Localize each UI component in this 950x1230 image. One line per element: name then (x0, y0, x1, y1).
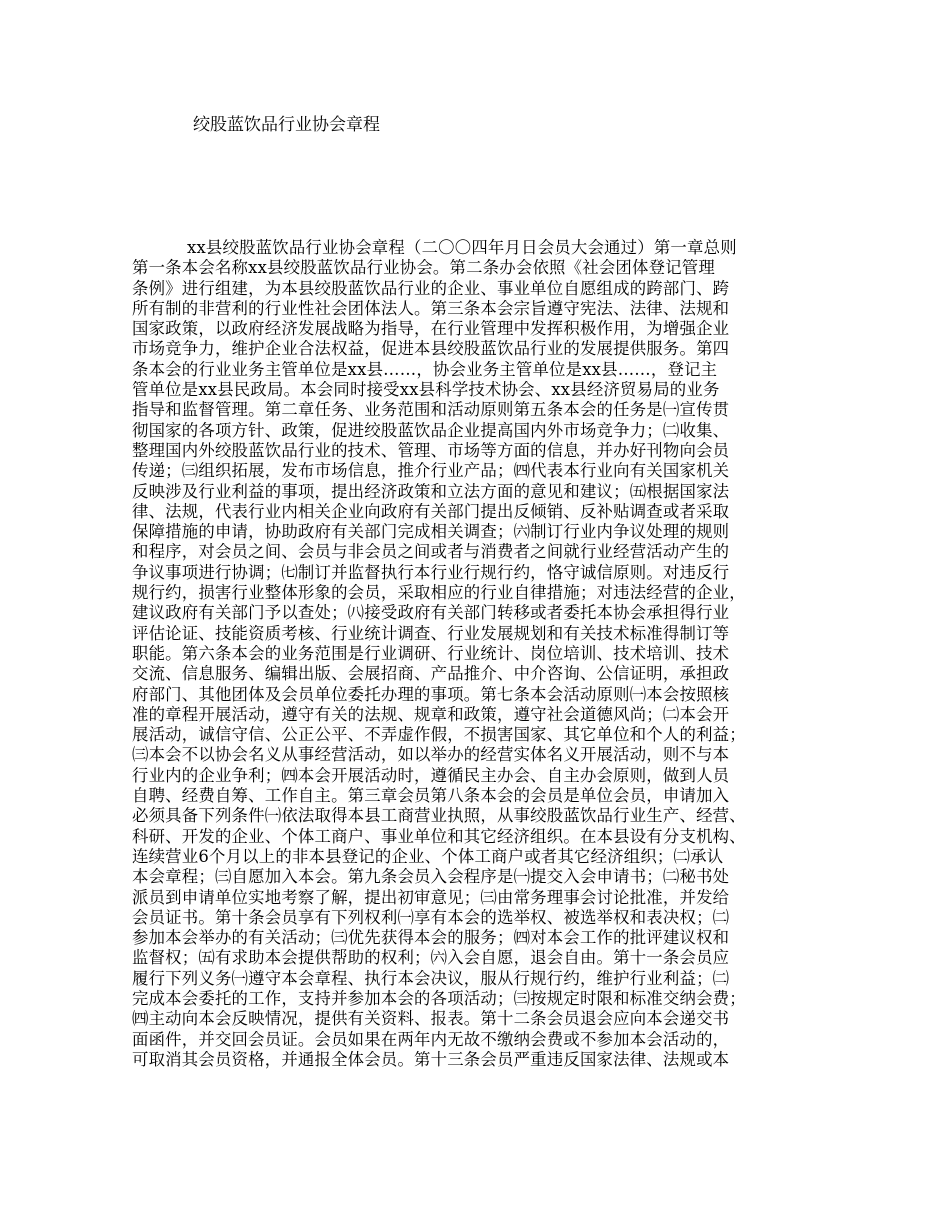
body-line: 律、法规，代表行业内相关企业向政府有关部门提出反倾销、反补贴调查或者采取 (132, 501, 730, 521)
body-line: 派员到申请单位实地考察了解，提出初审意见；㈢由常务理事会讨论批准，并发给 (132, 887, 730, 907)
body-line: 整理国内外绞股蓝饮品行业的技术、管理、市场等方面的信息，并办好刊物向会员 (132, 440, 730, 460)
body-line: 连续营业6个月以上的非本县登记的企业、个体工商户或者其它经济组织；㈡承认 (132, 846, 724, 866)
body-line: 行业内的企业争利；㈣本会开展活动时，遵循民主办会、自主办会原则，做到人员 (132, 765, 730, 785)
body-line: 本会章程；㈢自愿加入本会。第九条会员入会程序是㈠提交入会申请书；㈡秘书处 (132, 867, 730, 887)
body-line: 和程序，对会员之间、会员与非会员之间或者与消费者之间就行业经营活动产生的 (132, 542, 730, 562)
body-paragraph (132, 238, 832, 1070)
body-line: 传递；㈢组织拓展，发布市场信息，推介行业产品；㈣代表本行业向有关国家机关 (132, 461, 730, 481)
body-line: 条例》进行组建，为本县绞股蓝饮品行业的企业、事业单位自愿组成的跨部门、跨 (132, 278, 730, 298)
body-line: 监督权；㈤有求助本会提供帮助的权利；㈥入会自愿，退会自由。第十一条会员应 (132, 948, 730, 968)
body-line: 管单位是xx县民政局。本会同时接受xx县科学技术协会、xx县经济贸易局的业务 (132, 380, 720, 400)
body-line: 指导和监督管理。第二章任务、业务范围和活动原则第五条本会的任务是㈠宣传贯 (132, 400, 730, 420)
body-line: 府部门、其他团体及会员单位委托办理的事项。第七条本会活动原则㈠本会按照核 (132, 684, 730, 704)
body-line: 完成本会委托的工作，支持并参加本会的各项活动；㈢按规定时限和标准交纳会费； (132, 988, 746, 1008)
body-line: ㈣主动向本会反映情况，提供有关资料、报表。第十二条会员退会应向本会递交书 (132, 1009, 730, 1029)
body-line: 参加本会举办的有关活动；㈢优先获得本会的服务；㈣对本会工作的批评建议权和 (132, 928, 730, 948)
body-line: 评估论证、技能资质考核、行业统计调查、行业发展规划和有关技术标准得制订等 (132, 623, 730, 643)
body-line: 准的章程开展活动，遵守有关的法规、规章和政策，遵守社会道德风尚；㈡本会开 (132, 704, 730, 724)
body-line: 建议政府有关部门予以查处；㈧接受政府有关部门转移或者委托本协会承担得行业 (132, 603, 730, 623)
body-line: 职能。第六条本会的业务范围是行业调研、行业统计、岗位培训、技术培训、技术 (132, 643, 730, 663)
body-line: 必须具备下列条件㈠依法取得本县工商营业执照，从事绞股蓝饮品行业生产、经营、 (132, 806, 746, 826)
body-line: ㈢本会不以协会名义从事经营活动，如以举办的经营实体名义开展活动，则不与本 (132, 745, 730, 765)
body-line: 国家政策，以政府经济发展战略为指导，在行业管理中发挥积极作用，为增强企业 (132, 319, 730, 339)
body-line: 第一条本会名称xx县绞股蓝饮品行业协会。第二条办会依照《社会团体登记管理 (132, 258, 715, 278)
document-title: 绞股蓝饮品行业协会章程 (193, 115, 380, 135)
body-line: 科研、开发的企业、个体工商户、事业单位和其它经济组织。在本县设有分支机构、 (132, 826, 746, 846)
body-line: 规行约，损害行业整体形象的会员，采取相应的行业自律措施；对违法经营的企业， (132, 583, 746, 603)
body-line: 彻国家的各项方针、政策，促进绞股蓝饮品企业提高国内外市场竞争力；㈡收集、 (132, 420, 730, 440)
body-line: 展活动，诚信守信、公正公平、不弄虚作假，不损害国家、其它单位和个人的利益； (132, 725, 746, 745)
body-line: 市场竞争力，维护企业合法权益，促进本县绞股蓝饮品行业的发展提供服务。第四 (132, 339, 730, 359)
body-line: xx县绞股蓝饮品行业协会章程（二〇〇四年月日会员大会通过）第一章总则 (187, 238, 737, 257)
body-line: 争议事项进行协调；㈦制订并监督执行本行业行规行约，恪守诚信原则。对违反行 (132, 562, 730, 582)
document-body (132, 238, 832, 1070)
body-line: 条本会的行业业务主管单位是xx县……，协会业务主管单位是xx县……，登记主 (132, 359, 718, 379)
body-line: 会员证书。第十条会员享有下列权利㈠享有本会的选举权、被选举权和表决权；㈡ (132, 907, 730, 927)
body-line: 自聘、经费自筹、工作自主。第三章会员第八条本会的会员是单位会员，申请加入 (132, 786, 730, 806)
body-line: 履行下列义务㈠遵守本会章程、执行本会决议，服从行规行约，维护行业利益；㈡ (132, 968, 730, 988)
body-line: 保障措施的申请，协助政府有关部门完成相关调查；㈥制订行业内争议处理的规则 (132, 522, 730, 542)
body-line: 面函件，并交回会员证。会员如果在两年内无故不缴纳会费或不参加本会活动的， (132, 1029, 730, 1049)
body-line: 交流、信息服务、编辑出版、会展招商、产品推介、中介咨询、公信证明，承担政 (132, 664, 730, 684)
body-line: 可取消其会员资格，并通报全体会员。第十三条会员严重违反国家法律、法规或本 (132, 1049, 730, 1069)
body-line: 所有制的非营利的行业性社会团体法人。第三条本会宗旨遵守宪法、法律、法规和 (132, 298, 730, 318)
body-line: 反映涉及行业利益的事项，提出经济政策和立法方面的意见和建议；㈤根据国家法 (132, 481, 730, 501)
